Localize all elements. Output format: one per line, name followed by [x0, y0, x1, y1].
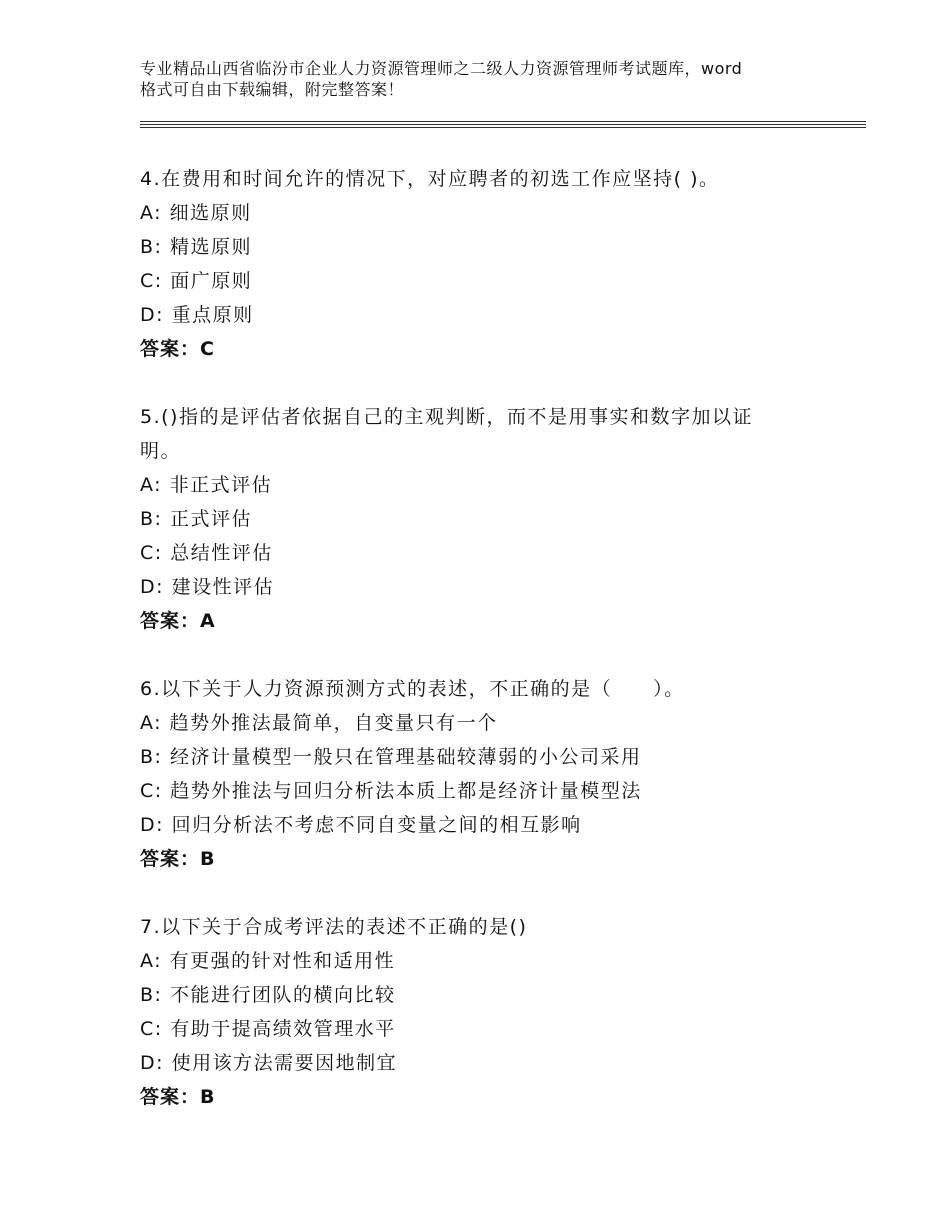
header-line-1: 专业精品山西省临汾市企业人力资源管理师之二级人力资源管理师考试题库，word	[140, 59, 743, 78]
option-a: A: 有更强的针对性和适用性	[140, 950, 396, 972]
option-d: D: 重点原则	[140, 304, 254, 326]
option-d: D: 回归分析法不考虑不同自变量之间的相互影响	[140, 814, 582, 836]
answer-value: A	[200, 610, 216, 632]
option-b: B: 正式评估	[140, 508, 252, 530]
option-b: B: 精选原则	[140, 236, 252, 258]
option-c: C: 面广原则	[140, 270, 253, 292]
document-header	[140, 58, 840, 100]
option-a: A: 细选原则	[140, 202, 252, 224]
answer-label: 答案：	[140, 610, 201, 632]
question-stem: 5.()指的是评估者依据自己的主观判断，而不是用事实和数字加以证	[140, 406, 753, 428]
answer-line	[140, 1080, 840, 1114]
answer-label: 答案：	[140, 1086, 201, 1108]
question-stem: 7.以下关于合成考评法的表述不正确的是()	[140, 916, 528, 938]
option-b: B: 经济计量模型一般只在管理基础较薄弱的小公司采用	[140, 746, 642, 768]
option-a: A: 非正式评估	[140, 474, 273, 496]
question-list	[140, 162, 840, 1148]
header-rule	[140, 127, 866, 128]
option-c: C: 总结性评估	[140, 542, 273, 564]
option-c: C: 有助于提高绩效管理水平	[140, 1018, 396, 1040]
answer-line	[140, 604, 840, 638]
answer-label: 答案：	[140, 338, 201, 360]
option-d: D: 建设性评估	[140, 576, 275, 598]
header-rule	[140, 124, 866, 125]
option-c: C: 趋势外推法与回归分析法本质上都是经济计量模型法	[140, 780, 642, 802]
answer-label: 答案：	[140, 848, 201, 870]
option-a: A: 趋势外推法最简单，自变量只有一个	[140, 712, 498, 734]
answer-value: B	[200, 848, 216, 870]
question-stem-continued: 明。	[140, 440, 182, 462]
answer-line	[140, 842, 840, 876]
question-6	[140, 672, 840, 876]
header-line-2: 格式可自由下载编辑，附完整答案！	[140, 80, 405, 99]
question-4	[140, 162, 840, 366]
answer-line	[140, 332, 840, 366]
question-7	[140, 910, 840, 1114]
option-b: B: 不能进行团队的横向比较	[140, 984, 396, 1006]
header-rule	[140, 121, 866, 122]
question-stem: 4.在费用和时间允许的情况下，对应聘者的初选工作应坚持( )。	[140, 168, 720, 190]
option-d: D: 使用该方法需要因地制宜	[140, 1052, 398, 1074]
answer-value: C	[200, 338, 215, 360]
question-stem: 6.以下关于人力资源预测方式的表述，不正确的是（ ）。	[140, 678, 685, 700]
question-5	[140, 400, 840, 638]
answer-value: B	[200, 1086, 216, 1108]
